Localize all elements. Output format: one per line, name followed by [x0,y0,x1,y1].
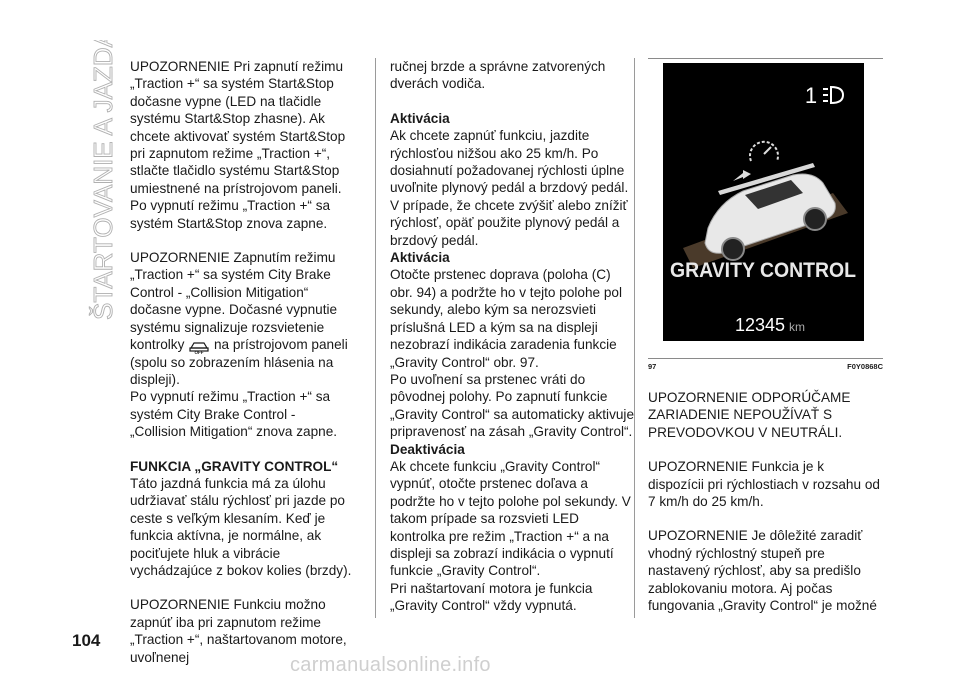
deactivation-text: Ak chcete funkciu „Gravity Control“ vypnúť, otočte prstenec doľava a podržte ho v tejto polohe pol sekundy. V takom prípade sa rozsvieti LED kontrolka pre režim „Traction +“ a na displeji sa zobrazí indikácia o vypnutí funkcie „Gravity Control“. [390,458,631,579]
watermark: carmanualsonline.info [290,654,491,676]
figure-code: F0Y0868C [847,362,883,371]
column-1 [130,58,355,666]
note-neutral-gear: UPOZORNENIE ODPORÚČAME ZARIADENIE NEPOUŽÍVAŤ S PREVODOVKOU V NEUTRÁLI. [648,390,851,440]
heading-gravity-control: FUNKCIA „GRAVITY CONTROL“ [130,458,339,474]
activation-ring-text: Otočte prstenec doprava (poloha (C) obr. 94) a podržte ho v tejto polohe pol sekundy, alebo kým sa nerozsvieti príslušná LED a kým sa na displeji nezobrazí indikácia zaradenia funkcie „Gravity Control“ obr. 97. [390,267,623,370]
engine-start-note: Pri naštartovaní motora je funkcia „Gravity Control“ vždy vypnutá. [390,580,593,614]
note-city-brake-text-a: UPOZORNENIE Zapnutím režimu „Traction +“ sa systém City Brake Control - „Collision Mitigation“ dočasne vypne. Dočasné vypnutie systému signalizuje rozsvietenie kontrolky [130,250,338,353]
figure-bottom-rule [648,358,883,359]
gravity-control-label: GRAVITY CONTROL [670,259,857,282]
conditions-continued: ručnej brzde a správne zatvorených dverách vodiča. [390,59,606,92]
odometer-unit: km [789,320,805,334]
section-title [62,40,132,320]
page-number: 104 [72,631,101,650]
odometer-value: 12345 [734,315,785,335]
gravity-control-description: Táto jazdná funkcia má za úlohu udržiavať stálu rýchlosť pri jazde po ceste s veľkým klesaním. Keď je funkcia aktívna, je normálne, ak pociťujete hluk a vibrácie vychádzajúce z bokov kolies (brzdy). [130,475,352,578]
column-2 [390,58,635,615]
note-speed-range: UPOZORNENIE Funkcia je k dispozícii pri rýchlostiach v rozsahu od 7 km/h do 25 km/h. [648,459,880,510]
heading-deactivation: Deaktivácia [390,441,465,457]
heading-activation-1: Aktivácia [390,110,450,126]
note-city-brake-text-b: na prístrojovom paneli (spolu so zobrazením hlásenia na displeji). [130,337,348,387]
note-city-brake-b: Po vypnutí režimu „Traction +“ sa systém City Brake Control - „Collision Mitigation“ znova zapne. [130,389,338,440]
note-city-brake-a [130,249,355,388]
note-gravity-conditions: UPOZORNENIE Funkciu možno zapnúť iba pri zapnutom režime „Traction +“, naštartovanom motore, uvoľnenej [130,597,347,665]
activation-release-text: Po uvoľnení sa prstenec vráti do pôvodnej polohy. Po zapnutí funkcie „Gravity Control“ sa automaticky aktivuje pripravenosť na zásah „Gravity Control“. [390,371,635,440]
column-divider-left [375,58,376,618]
note-correct-gear: UPOZORNENIE Je dôležité zaradiť vhodný rýchlostný stupeň pre nastavený rýchlosť, aby sa predišlo zablokovaniu motora. Aj počas fungovania „Gravity Control“ je možné [648,528,877,614]
svg-text:OFF: OFF [194,349,204,354]
note-traction-start-stop: UPOZORNENIE Pri zapnutí režimu „Traction +“ sa systém Start&Stop dočasne vypne (LED na tlačidle systému Start&Stop zhasne). Ak chcete aktivovať systém Start&Stop pri zapnutom režime „Traction +“, stlačte tlačidlo systému Start&Stop umiestnené na prístrojovom paneli. Po vypnutí režimu „Traction +“ sa systém Start&Stop znova zapne. [130,59,346,231]
column-3 [648,389,883,614]
activation-speed-text: Ak chcete zapnúť funkciu, jazdite rýchlosťou nižšou ako 25 km/h. Po dosiahnutí požadovanej rýchlosti úplne uvoľnite plynový pedál a brzdový pedál. V prípade, že chcete zvýšiť alebo znížiť rýchlosť, opäť použite plynový pedál a brzdový pedál. [390,128,629,248]
figure-top-rule [648,58,883,59]
figure-number: 97 [648,362,657,371]
gear-indicator: 1 [804,83,818,108]
collision-warning-off-icon [188,338,210,354]
instrument-display-figure [663,63,864,341]
section-title-text: ŠTARTOVANIE A JAZDA [88,40,118,320]
heading-activation-2: Aktivácia [390,250,450,266]
